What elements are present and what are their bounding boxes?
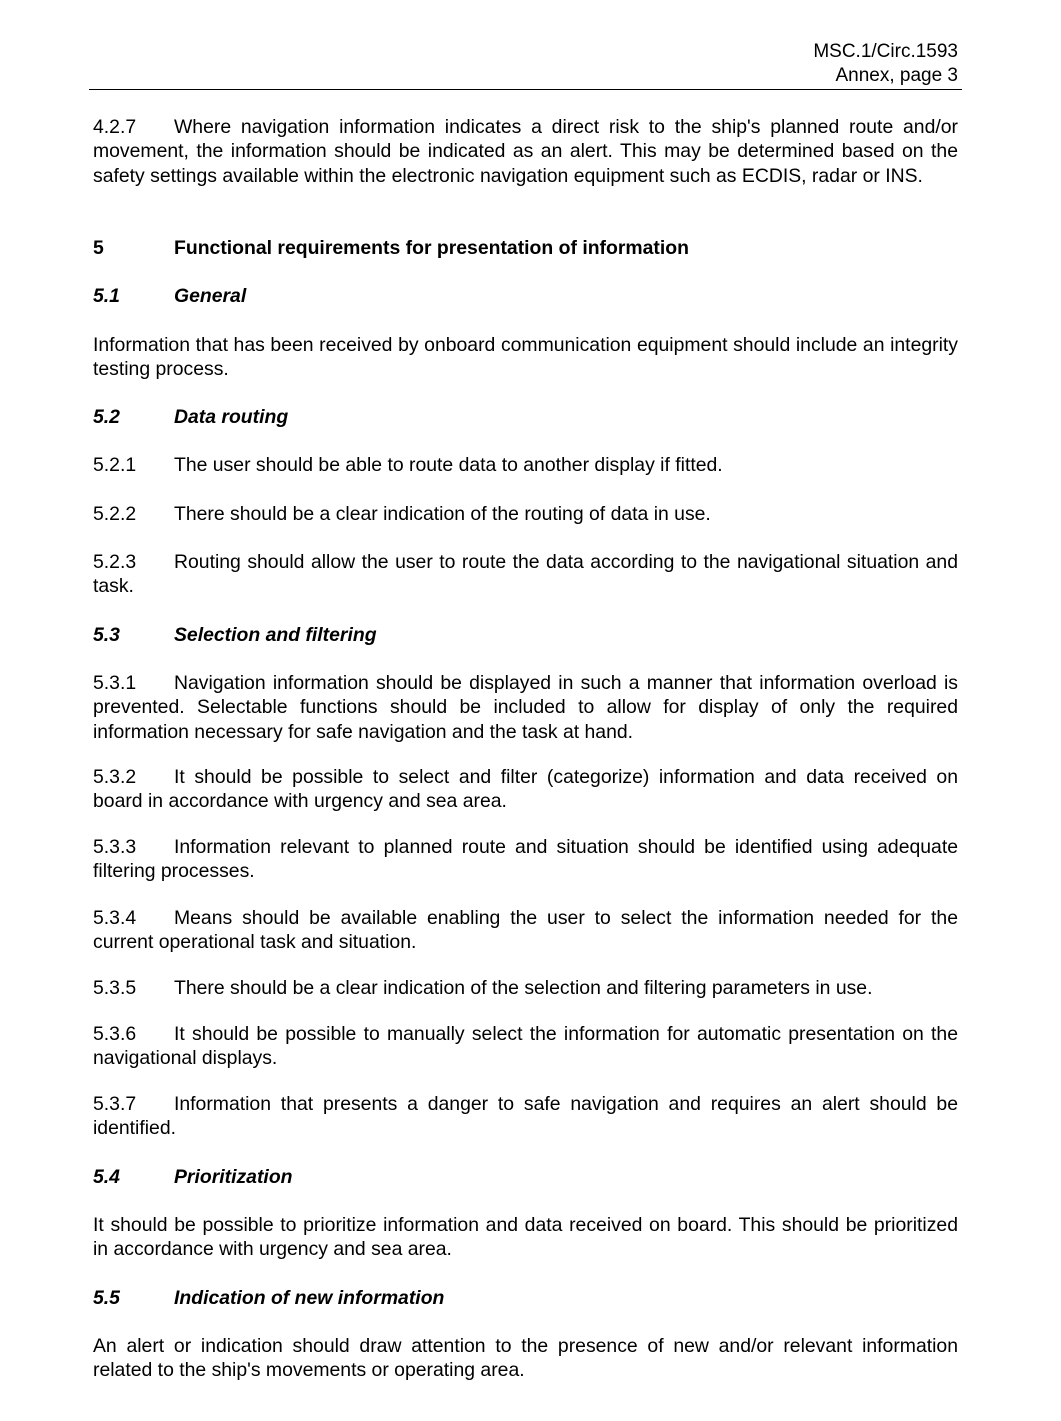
section-title: Data routing <box>174 406 289 428</box>
paragraph-text: There should be a clear indication of the selection and filtering parameters in use. <box>174 977 873 999</box>
section-number: 5.1 <box>93 285 120 307</box>
paragraph-number: 5.3.3 <box>93 836 137 858</box>
paragraph-text: Means should be available enabling the user to select the information needed for the current operational task and situation. <box>93 907 958 954</box>
paragraph-text: The user should be able to route data to another display if fitted. <box>174 454 723 476</box>
paragraph-5-3-1 <box>93 671 958 744</box>
section-title: Selection and filtering <box>174 624 377 646</box>
document-reference: MSC.1/Circ.1593 <box>813 41 958 62</box>
paragraph-5-3-2 <box>93 765 958 814</box>
paragraph-text: It should be possible to select and filter (categorize) information and data received on board in accordance with urgency and sea area. <box>93 766 958 813</box>
paragraph-text: Navigation information should be displayed in such a manner that information overload is prevented. Selectable functions should be included to allow for display of only the required information necessary for safe navigation and the task at hand. <box>93 672 958 743</box>
paragraph-number: 5.3.1 <box>93 672 137 694</box>
paragraph-5-2-3 <box>93 550 958 599</box>
paragraph-5-2-1 <box>93 453 958 477</box>
paragraph-number: 5.3.4 <box>93 907 137 929</box>
paragraph-number: 5.2.3 <box>93 551 137 573</box>
paragraph-text: There should be a clear indication of the routing of data in use. <box>174 503 711 525</box>
paragraph-number: 5.3.6 <box>93 1023 137 1045</box>
paragraph-5-3-4 <box>93 906 958 955</box>
paragraph-number: 5.2.2 <box>93 503 137 525</box>
section-heading-5-1 <box>93 284 958 308</box>
paragraph-text: Information relevant to planned route and situation should be identified using adequate filtering processes. <box>93 836 958 883</box>
section-heading-5-4 <box>93 1165 958 1189</box>
paragraph-text: Routing should allow the user to route the data according to the navigational situation and task. <box>93 551 958 598</box>
page-reference: Annex, page 3 <box>835 65 958 86</box>
paragraph-number: 5.3.5 <box>93 977 137 999</box>
paragraph-4-2-7 <box>93 115 958 188</box>
section-title: Indication of new information <box>174 1287 445 1309</box>
paragraph-text: Information that presents a danger to safe navigation and requires an alert should be identified. <box>93 1093 958 1140</box>
section-title: General <box>174 285 247 307</box>
paragraph-5-3-3 <box>93 835 958 884</box>
section-heading-5-5 <box>93 1286 958 1310</box>
section-title: Prioritization <box>174 1166 293 1188</box>
section-number: 5.4 <box>93 1166 120 1188</box>
paragraph-text: An alert or indication should draw attention to the presence of new and/or relevant information related to the ship's movements or operating area. <box>93 1335 958 1382</box>
paragraph-text: It should be possible to prioritize information and data received on board. This should be prioritized in accordance with urgency and sea area. <box>93 1214 958 1261</box>
paragraph-5-3-7 <box>93 1092 958 1141</box>
paragraph-5-5-text <box>93 1334 958 1383</box>
paragraph-text: Where navigation information indicates a direct risk to the ship's planned route and/or movement, the information should be indicated as an alert. This may be determined based on the safety settings available within the electronic navigation equipment such as ECDIS, radar or INS. <box>93 116 958 187</box>
section-heading-5-3 <box>93 623 958 647</box>
paragraph-5-1-text <box>93 333 958 382</box>
section-number: 5.5 <box>93 1287 120 1309</box>
section-heading-5 <box>93 236 958 260</box>
paragraph-5-3-6 <box>93 1022 958 1071</box>
paragraph-5-2-2 <box>93 502 958 526</box>
section-number: 5.2 <box>93 406 120 428</box>
section-number: 5 <box>93 237 104 259</box>
paragraph-text: Information that has been received by onboard communication equipment should include an integrity testing process. <box>93 334 958 381</box>
section-number: 5.3 <box>93 624 120 646</box>
paragraph-number: 5.3.7 <box>93 1093 137 1115</box>
paragraph-5-4-text <box>93 1213 958 1262</box>
paragraph-number: 5.2.1 <box>93 454 137 476</box>
paragraph-number: 5.3.2 <box>93 766 137 788</box>
paragraph-5-3-5 <box>93 976 958 1000</box>
page-header <box>89 40 962 90</box>
section-title: Functional requirements for presentation of information <box>174 237 689 259</box>
section-heading-5-2 <box>93 405 958 429</box>
paragraph-text: It should be possible to manually select the information for automatic presentation on the navigational displays. <box>93 1023 958 1070</box>
paragraph-number: 4.2.7 <box>93 116 137 138</box>
